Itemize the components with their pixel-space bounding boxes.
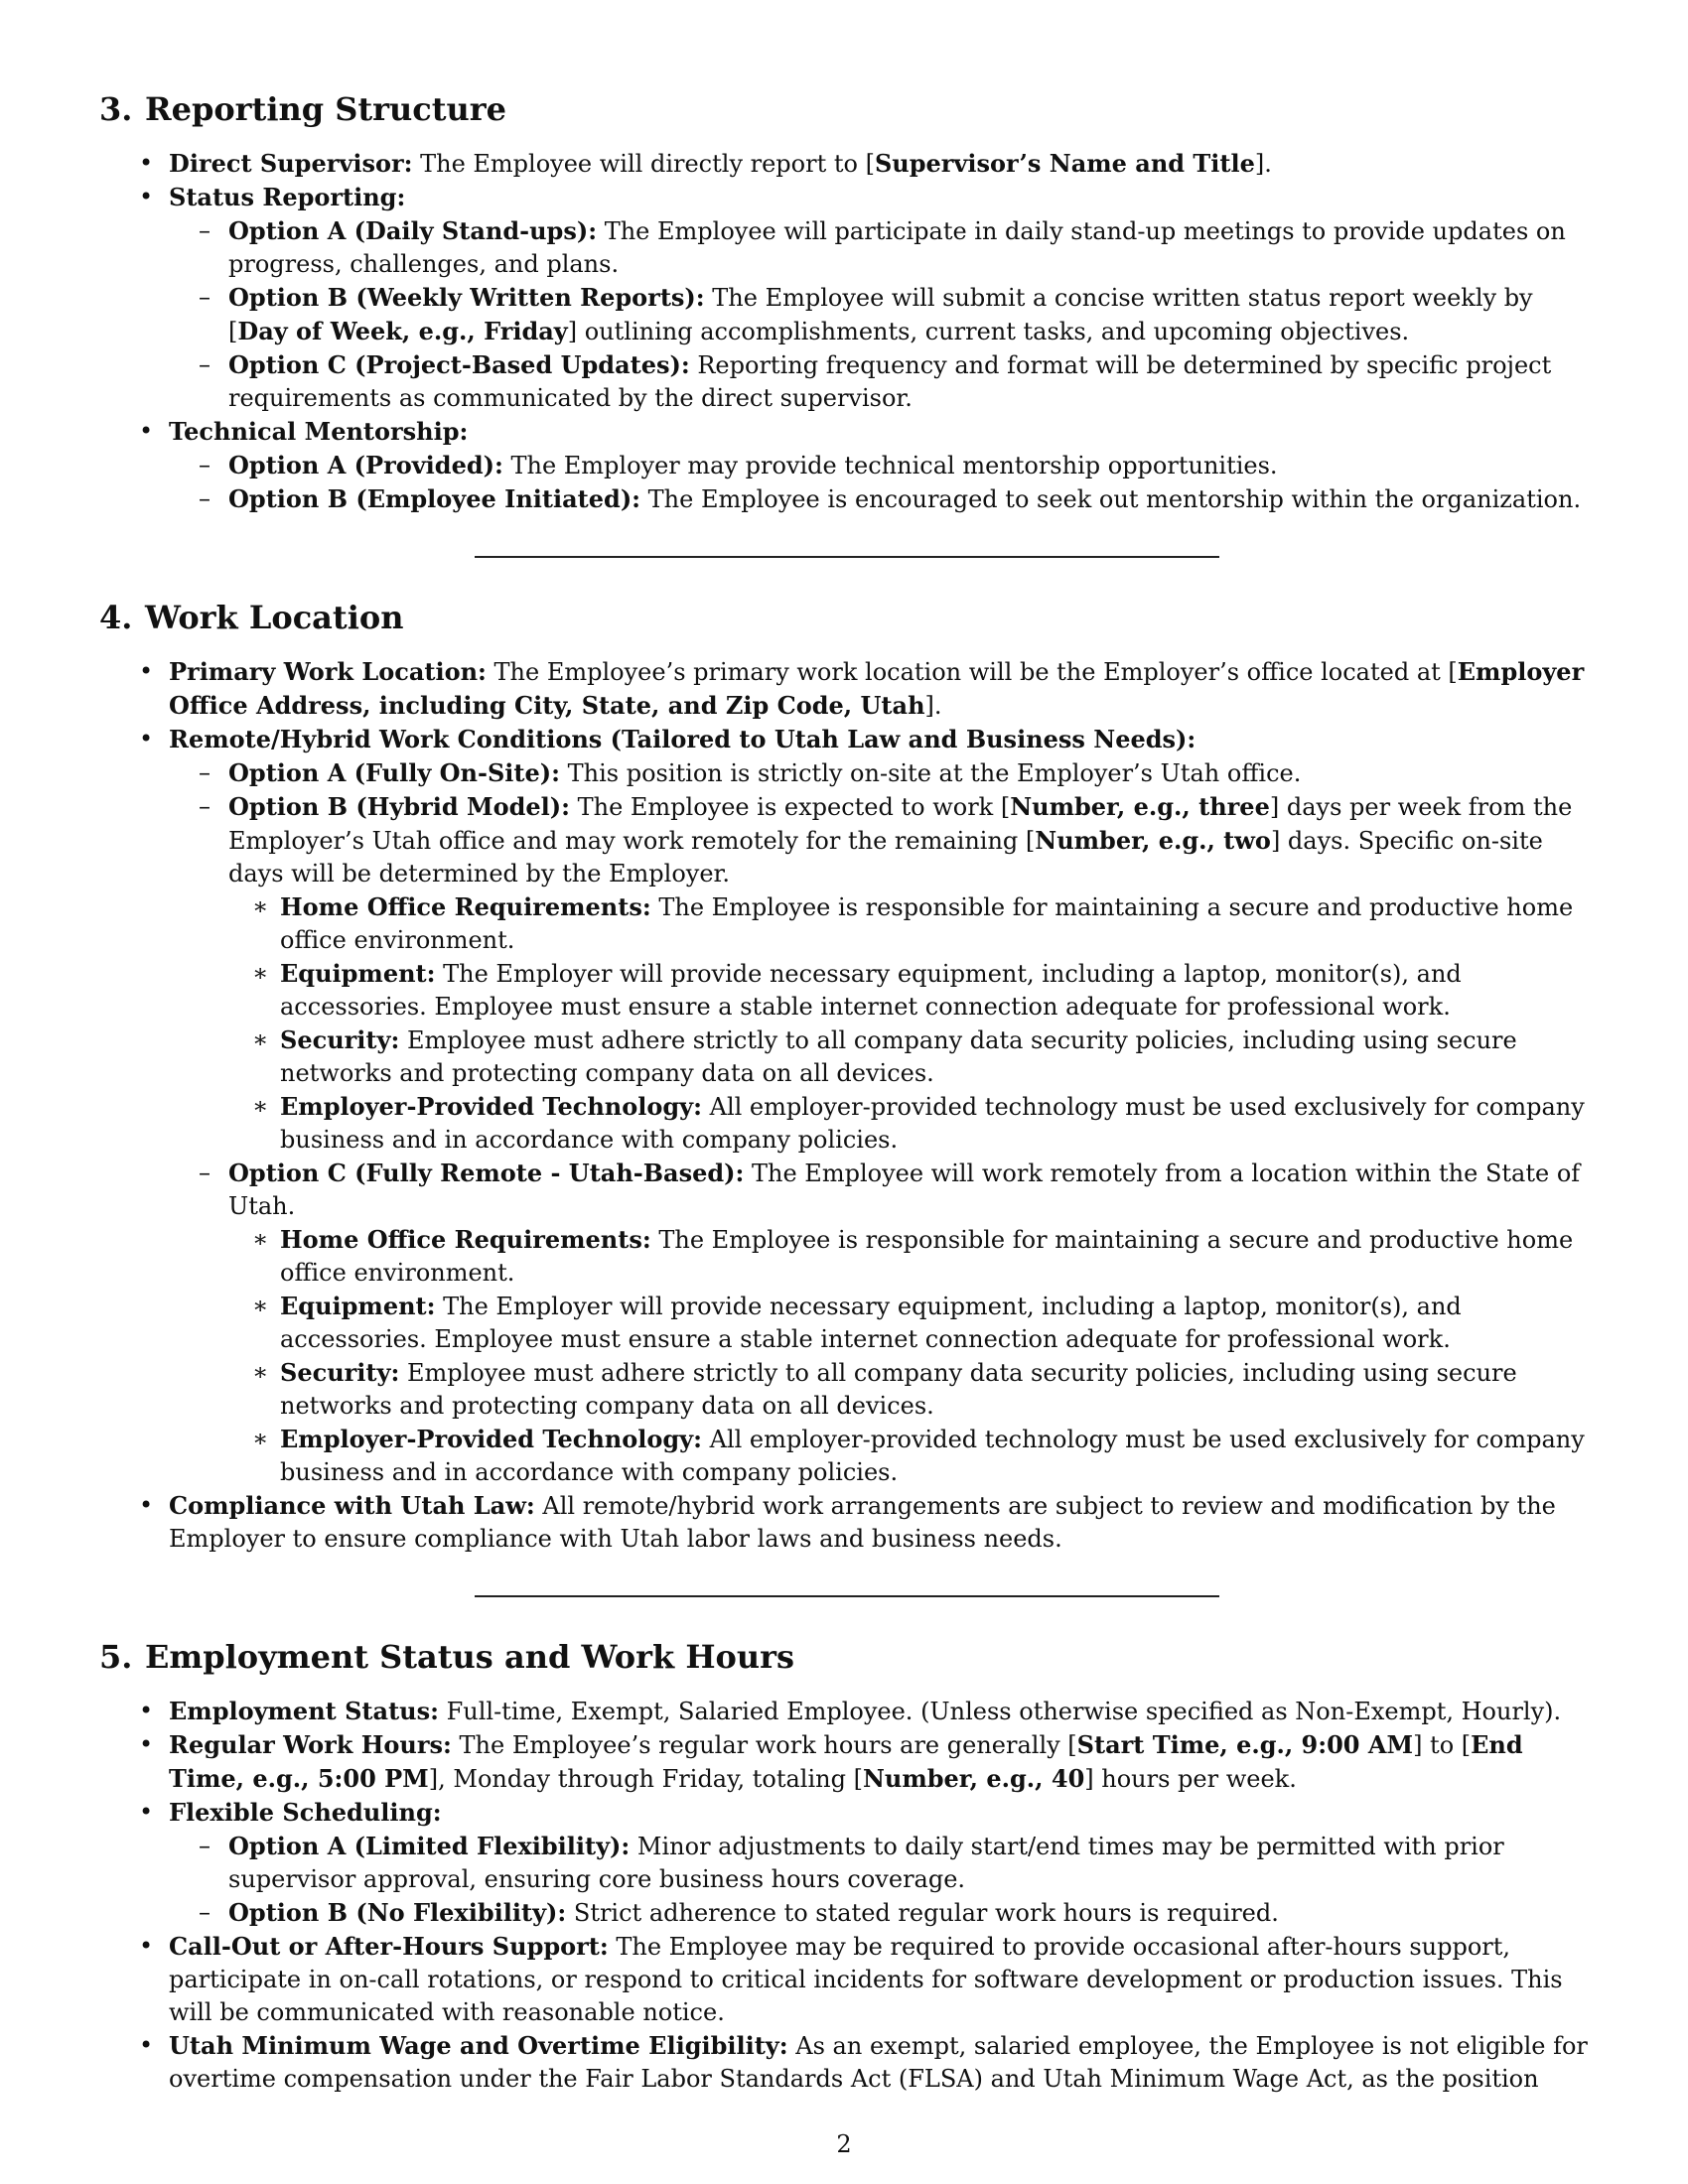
list-item-home-office: ∗ Home Office Requirements: The Employee is responsible for maintaining a secure and productive home office environment. xyxy=(99,1223,1589,1290)
list-item-option-a: – Option A (Fully On-Site): This position is strictly on-site at the Employer’s Utah office. xyxy=(99,756,1589,790)
list-item-option-c: – Option C (Fully Remote - Utah-Based): The Employee will work remotely from a location within the State of Utah. xyxy=(99,1157,1589,1223)
list-item-direct-supervisor: • Direct Supervisor: The Employee will directly report to [Supervisor’s Name and Title]. xyxy=(99,147,1589,181)
list-item-equipment: ∗ Equipment: The Employer will provide necessary equipment, including a laptop, monitor(s), and accessories. Employee must ensure a stable internet connection adequate for professional work. xyxy=(99,1290,1589,1356)
list-item-security: ∗ Security: Employee must adhere strictly to all company data security policies, including using secure networks and protecting company data on all devices. xyxy=(99,1356,1589,1423)
list-item-call-out: • Call-Out or After-Hours Support: The Employee may be required to provide occasional after-hours support, participate in on-call rotations, or respond to critical incidents for software development or production issues. This will be communicated with reasonable notice. xyxy=(99,1930,1589,2029)
section-work-location xyxy=(99,598,1589,1556)
list-item-technology: ∗ Employer-Provided Technology: All employer-provided technology must be used exclusively for company business and in accordance with company policies. xyxy=(99,1423,1589,1489)
section-reporting-structure xyxy=(99,89,1589,516)
list-item-option-b: – Option B (Hybrid Model): The Employee is expected to work [Number, e.g., three] days per week from the Employer’s Utah office and may work remotely for the remaining [Number, e.g., two] days. Specific on-site days will be determined by the Employer. xyxy=(99,790,1589,890)
list-item-regular-hours: • Regular Work Hours: The Employee’s regular work hours are generally [Start Time, e.g., 9:00 AM] to [End Time, e.g., 5:00 PM], Monday through Friday, totaling [Number, e.g., 40] hours per week. xyxy=(99,1728,1589,1796)
list-item-equipment: ∗ Equipment: The Employer will provide necessary equipment, including a laptop, monitor(s), and accessories. Employee must ensure a stable internet connection adequate for professional work. xyxy=(99,957,1589,1024)
list-item-mentorship-b: – Option B (Employee Initiated): The Employee is encouraged to seek out mentorship within the organization. xyxy=(99,482,1589,516)
section-heading: 4. Work Location xyxy=(99,599,404,636)
list-item-minimum-wage: • Utah Minimum Wage and Overtime Eligibility: As an exempt, salaried employee, the Employee is not eligible for overtime compensation under the Fair Labor Standards Act (FLSA) and Utah Minimum Wage Act, as the position xyxy=(99,2029,1589,2096)
list-item-employment-status: • Employment Status: Full-time, Exempt, Salaried Employee. (Unless otherwise specified as Non-Exempt, Hourly). xyxy=(99,1695,1589,1728)
list-item-technology: ∗ Employer-Provided Technology: All employer-provided technology must be used exclusively for company business and in accordance with company policies. xyxy=(99,1090,1589,1157)
list-item-technical-mentorship: • Technical Mentorship: xyxy=(99,415,1589,449)
section-employment-status xyxy=(99,1637,1589,2096)
section-heading: 5. Employment Status and Work Hours xyxy=(99,1638,795,1676)
page-number: 2 xyxy=(836,2130,852,2158)
section-heading: 3. Reporting Structure xyxy=(99,90,507,128)
list-item-compliance: • Compliance with Utah Law: All remote/hybrid work arrangements are subject to review and modification by the Employer to ensure compliance with Utah labor laws and business needs. xyxy=(99,1489,1589,1556)
list-item-flexible-scheduling: • Flexible Scheduling: xyxy=(99,1796,1589,1830)
list-item-status-reporting: • Status Reporting: xyxy=(99,181,1589,214)
list-item-flex-a: – Option A (Limited Flexibility): Minor adjustments to daily start/end times may be permitted with prior supervisor approval, ensuring core business hours coverage. xyxy=(99,1830,1589,1896)
list-item-home-office: ∗ Home Office Requirements: The Employee is responsible for maintaining a secure and productive home office environment. xyxy=(99,890,1589,957)
document-page xyxy=(99,89,1589,2096)
list-item-primary-work-location: • Primary Work Location: The Employee’s primary work location will be the Employer’s office located at [Employer Office Address, including City, State, and Zip Code, Utah]. xyxy=(99,655,1589,723)
list-item-option-a: – Option A (Daily Stand-ups): The Employee will participate in daily stand-up meetings to provide updates on progress, challenges, and plans. xyxy=(99,214,1589,281)
list-item-mentorship-a: – Option A (Provided): The Employer may provide technical mentorship opportunities. xyxy=(99,449,1589,482)
list-item-option-c: – Option C (Project-Based Updates): Reporting frequency and format will be determined by specific project requirements as communicated by the direct supervisor. xyxy=(99,348,1589,415)
list-item-remote-hybrid: • Remote/Hybrid Work Conditions (Tailored to Utah Law and Business Needs): xyxy=(99,723,1589,756)
list-item-flex-b: – Option B (No Flexibility): Strict adherence to stated regular work hours is required. xyxy=(99,1896,1589,1930)
list-item-security: ∗ Security: Employee must adhere strictly to all company data security policies, including using secure networks and protecting company data on all devices. xyxy=(99,1024,1589,1090)
list-item-option-b: – Option B (Weekly Written Reports): The Employee will submit a concise written status report weekly by [Day of Week, e.g., Friday] outlining accomplishments, current tasks, and upcoming objectives. xyxy=(99,281,1589,348)
